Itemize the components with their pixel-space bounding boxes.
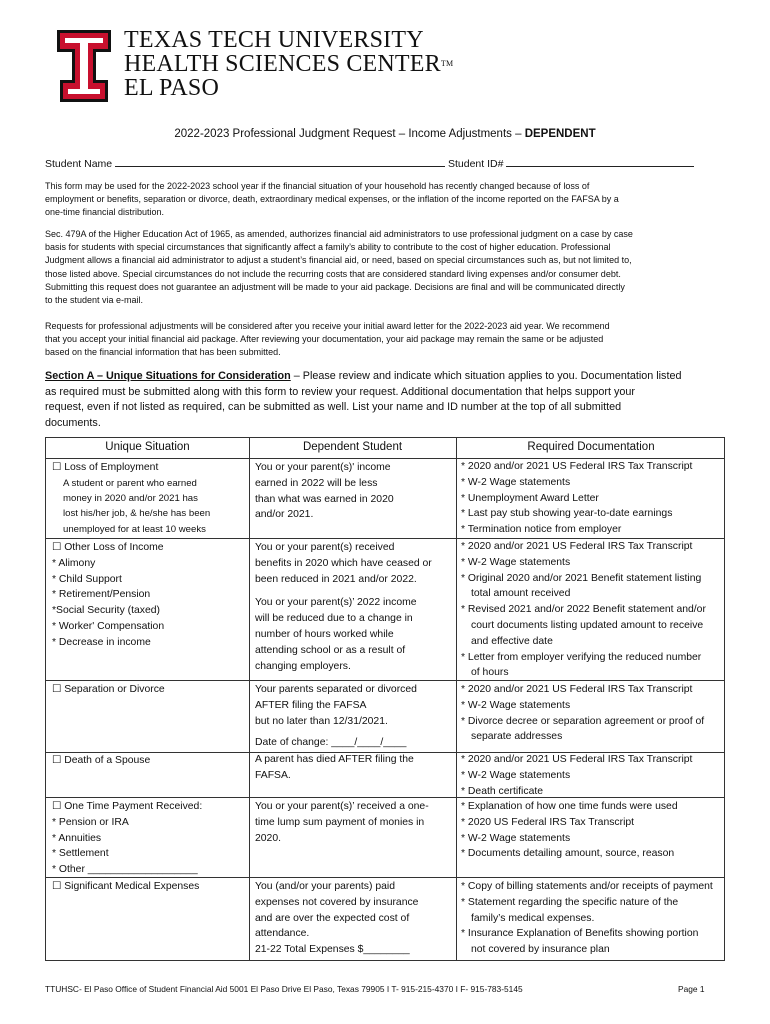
header-unique-situation: Unique Situation	[105, 441, 190, 453]
row-medical-docs	[461, 879, 713, 958]
dependent-text: been reduced in 2021 and/or 2022.	[255, 573, 417, 585]
requests-line: based on the financial information that has been submitted.	[45, 347, 281, 358]
dependent-text: AFTER filing the FAFSA	[255, 699, 367, 711]
doc-item: * W-2 Wage statements	[461, 769, 571, 781]
row-loss-of-employment-dependent	[255, 460, 394, 523]
checkbox-one-time-payment[interactable]: ☐ One Time Payment Received:	[52, 801, 203, 812]
sec479a-line: basis for students with special circumstances that significantly affect a family’s ability to contribute to the cost of higher education. Professional	[45, 242, 611, 253]
situation-text: A student or parent who earned	[63, 477, 197, 489]
dependent-text: 2020.	[255, 832, 282, 844]
dependent-text: attending school or as a result of	[255, 644, 406, 656]
section-a-line: documents.	[45, 416, 101, 429]
university-line-2: HEALTH SCIENCES CENTER	[124, 51, 441, 77]
footer-address: TTUHSC- El Paso Office of Student Financial Aid 5001 El Paso Drive El Paso, Texas 79905 I T- 915-215-4370 I F- 915-783-5145	[45, 984, 523, 994]
dependent-text: will be reduced due to a change in	[255, 613, 413, 625]
sec479a-line: Judgment allows a financial aid administrator to adjust a student’s financial aid, or need, based on special circumstances such as, but not limited to,	[45, 255, 632, 266]
sec479a-line: Submitting this request does not guarantee an adjustment will be made to your aid package. Decisions are final and will be communicated directly	[45, 281, 625, 292]
header-required-documentation: Required Documentation	[527, 441, 655, 453]
doc-item: * Copy of billing statements and/or receipts of payment	[461, 881, 713, 892]
student-id-label: Student ID#	[447, 158, 504, 170]
doc-item: * Termination notice from employer	[461, 524, 622, 536]
dependent-text: and are over the expected cost of	[255, 912, 410, 924]
checkbox-loss-of-employment[interactable]: ☐ Loss of Employment	[52, 462, 159, 473]
doc-item: * Letter from employer verifying the reduced number	[461, 651, 702, 663]
checkbox-significant-medical-expenses[interactable]: ☐ Significant Medical Expenses	[52, 881, 200, 892]
situation-text: * Child Support	[52, 573, 122, 585]
situation-text: * Decrease in income	[52, 636, 151, 648]
row-one-time-payment-docs	[461, 799, 678, 862]
double-t-logo-icon	[57, 30, 111, 102]
situation-text: unemployed for at least 10 weeks	[63, 523, 206, 535]
situation-text: lost his/her job, & he/she has been	[63, 508, 211, 520]
dependent-text: time lump sum payment of monies in	[255, 816, 425, 828]
intro-line: employment or benefits, separation or divorce, death, extraordinary medical expenses, or the inflation of the income reported on the FAFSA by a	[45, 194, 619, 205]
dependent-text: benefits in 2020 which have ceased or	[255, 557, 432, 569]
row-other-loss-dependent	[255, 540, 432, 674]
sec479a-paragraph	[45, 228, 725, 307]
row-separation-situation	[52, 682, 165, 698]
situation-text: * Alimony	[52, 557, 96, 569]
doc-item: * W-2 Wage statements	[461, 556, 571, 568]
sec479a-line: Sec. 479A of the Higher Education Act of 1965, as amended, authorizes financial aid administrators to use professional judgment on a case by case	[45, 229, 633, 239]
dependent-text: changing employers.	[255, 660, 351, 672]
doc-item: * Original 2020 and/or 2021 Benefit statement listing	[461, 572, 702, 584]
doc-item: and effective date	[471, 635, 553, 647]
row-other-loss-situation	[52, 540, 164, 651]
sec479a-line: those listed above. Special circumstances do not include the recurring costs that are considered standard living expenses and/or consumer debt.	[45, 268, 621, 279]
university-name	[124, 28, 453, 100]
row-separation-dependent	[255, 682, 417, 751]
row-separation-docs	[461, 682, 704, 745]
row-medical-dependent	[255, 879, 418, 958]
checkbox-separation-or-divorce[interactable]: ☐ Separation or Divorce	[52, 684, 165, 695]
dependent-text: You (and/or your parents) paid	[255, 881, 395, 892]
doc-item: court documents listing updated amount to receive	[471, 619, 704, 631]
doc-item: * Insurance Explanation of Benefits showing portion	[461, 928, 699, 940]
student-name-label: Student Name	[45, 158, 113, 170]
checkbox-other-loss-of-income[interactable]: ☐ Other Loss of Income	[52, 542, 164, 553]
section-a-heading: Section A – Unique Situations for Consideration	[45, 370, 291, 382]
doc-item: * 2020 and/or 2021 US Federal IRS Tax Transcript	[461, 684, 693, 695]
doc-item: * Statement regarding the specific nature of the	[461, 896, 679, 908]
doc-item: total amount received	[471, 588, 571, 600]
situation-text: * Retirement/Pension	[52, 589, 151, 601]
date-of-change-field[interactable]: Date of change: ____/____/____	[255, 737, 407, 749]
dependent-text: but no later than 12/31/2021.	[255, 715, 388, 727]
other-field[interactable]: * Other ___________________	[52, 864, 198, 876]
situation-text: * Annuities	[52, 832, 102, 844]
intro-line: one-time financial distribution.	[45, 207, 165, 218]
section-a-line: – Please review and indicate which situation applies to you. Documentation listed	[290, 370, 682, 382]
doc-item: * W-2 Wage statements	[461, 699, 571, 711]
doc-item: * Explanation of how one time funds were used	[461, 801, 678, 812]
doc-item: * 2020 and/or 2021 US Federal IRS Tax Transcript	[461, 541, 693, 552]
dependent-text: expenses not covered by insurance	[255, 896, 419, 908]
form-title	[0, 128, 770, 140]
row-loss-of-employment-docs	[461, 459, 692, 538]
doc-item: of hours	[471, 667, 509, 679]
student-info-line	[45, 157, 694, 170]
doc-item: * Death certificate	[461, 785, 544, 797]
dependent-text: FAFSA.	[255, 769, 291, 781]
row-death-docs	[461, 752, 692, 799]
intro-paragraph	[45, 180, 725, 220]
section-a-intro	[45, 369, 725, 431]
page-number: Page 1	[678, 984, 705, 994]
checkbox-death-of-spouse[interactable]: ☐ Death of a Spouse	[52, 755, 151, 766]
doc-item: * W-2 Wage statements	[461, 476, 571, 488]
section-a-line: request, even if not listed as required, can be submitted as well. List your name and ID number at the top of all submitted	[45, 401, 622, 413]
header-dependent-student: Dependent Student	[302, 441, 403, 453]
row-one-time-payment-dependent	[255, 799, 429, 846]
requests-line: that you accept your initial financial aid package. After reviewing your documentation, your aid package may remain the same or be adjusted	[45, 334, 604, 345]
doc-item: * 2020 and/or 2021 US Federal IRS Tax Transcript	[461, 461, 693, 472]
row-one-time-payment-situation	[52, 799, 202, 878]
dependent-text: You or your parent(s)’ received a one-	[255, 801, 429, 812]
form-title-bold: DEPENDENT	[524, 128, 596, 140]
doc-item: * Divorce decree or separation agreement or proof of	[461, 715, 705, 727]
situation-text: * Settlement	[52, 848, 109, 860]
dependent-text: You or your parent(s) received	[255, 542, 395, 553]
dependent-text: You or your parent(s)' income	[255, 462, 391, 473]
dependent-text: attendance.	[255, 928, 310, 940]
row-death-dependent	[255, 752, 414, 784]
dependent-text: than what was earned in 2020	[255, 493, 394, 505]
row-death-situation	[52, 753, 150, 769]
doc-item: * 2020 and/or 2021 US Federal IRS Tax Transcript	[461, 754, 693, 765]
dependent-text: Your parents separated or divorced	[255, 684, 417, 695]
situation-text: * Worker' Compensation	[52, 620, 165, 632]
dependent-text: You or your parent(s)’ 2022 income	[255, 597, 417, 609]
section-a-line: as required must be submitted along with this form to review your request. Additional documentation that helps support your	[45, 385, 635, 398]
dependent-text: earned in 2022 will be less	[255, 477, 378, 489]
situation-text: money in 2020 and/or 2021 has	[63, 493, 198, 505]
doc-item: * Unemployment Award Letter	[461, 492, 599, 504]
trademark: TM	[440, 59, 454, 68]
doc-item: * Last pay stub showing year-to-date earnings	[461, 508, 673, 520]
situations-table	[45, 437, 725, 961]
requests-line: Requests for professional adjustments will be considered after you receive your initial award letter for the 2022-2023 aid year. We recommend	[45, 321, 610, 331]
university-line-1: TEXAS TECH UNIVERSITY	[124, 27, 424, 53]
university-line-3: EL PASO	[124, 75, 219, 101]
requests-paragraph	[45, 320, 725, 360]
doc-item: * Revised 2021 and/or 2022 Benefit statement and/or	[461, 604, 706, 616]
row-loss-of-employment-situation	[52, 460, 210, 537]
doc-item: * W-2 Wage statements	[461, 832, 571, 844]
student-name-field[interactable]	[115, 157, 445, 167]
doc-item: separate addresses	[471, 731, 563, 743]
situation-text: *Social Security (taxed)	[52, 605, 160, 617]
total-expenses-field[interactable]: 21-22 Total Expenses $________	[255, 944, 410, 956]
row-medical-situation	[52, 879, 199, 895]
dependent-text: and/or 2021.	[255, 509, 314, 521]
student-id-field[interactable]	[506, 157, 694, 167]
row-other-loss-docs	[461, 539, 706, 681]
form-title-main: 2022-2023 Professional Judgment Request – Income Adjustments –	[174, 128, 525, 140]
situation-text: * Pension or IRA	[52, 816, 129, 828]
sec479a-line: to the student via e-mail.	[45, 295, 144, 306]
doc-item: * 2020 US Federal IRS Tax Transcript	[461, 816, 635, 828]
doc-item: not covered by insurance plan	[471, 944, 610, 956]
doc-item: family’s medical expenses.	[471, 912, 595, 924]
dependent-text: number of hours worked while	[255, 628, 394, 640]
doc-item: * Documents detailing amount, source, reason	[461, 848, 675, 860]
intro-line: This form may be used for the 2022-2023 school year if the financial situation of your household has recently changed because of loss of	[45, 181, 590, 191]
dependent-text: A parent has died AFTER filing the	[255, 754, 414, 765]
